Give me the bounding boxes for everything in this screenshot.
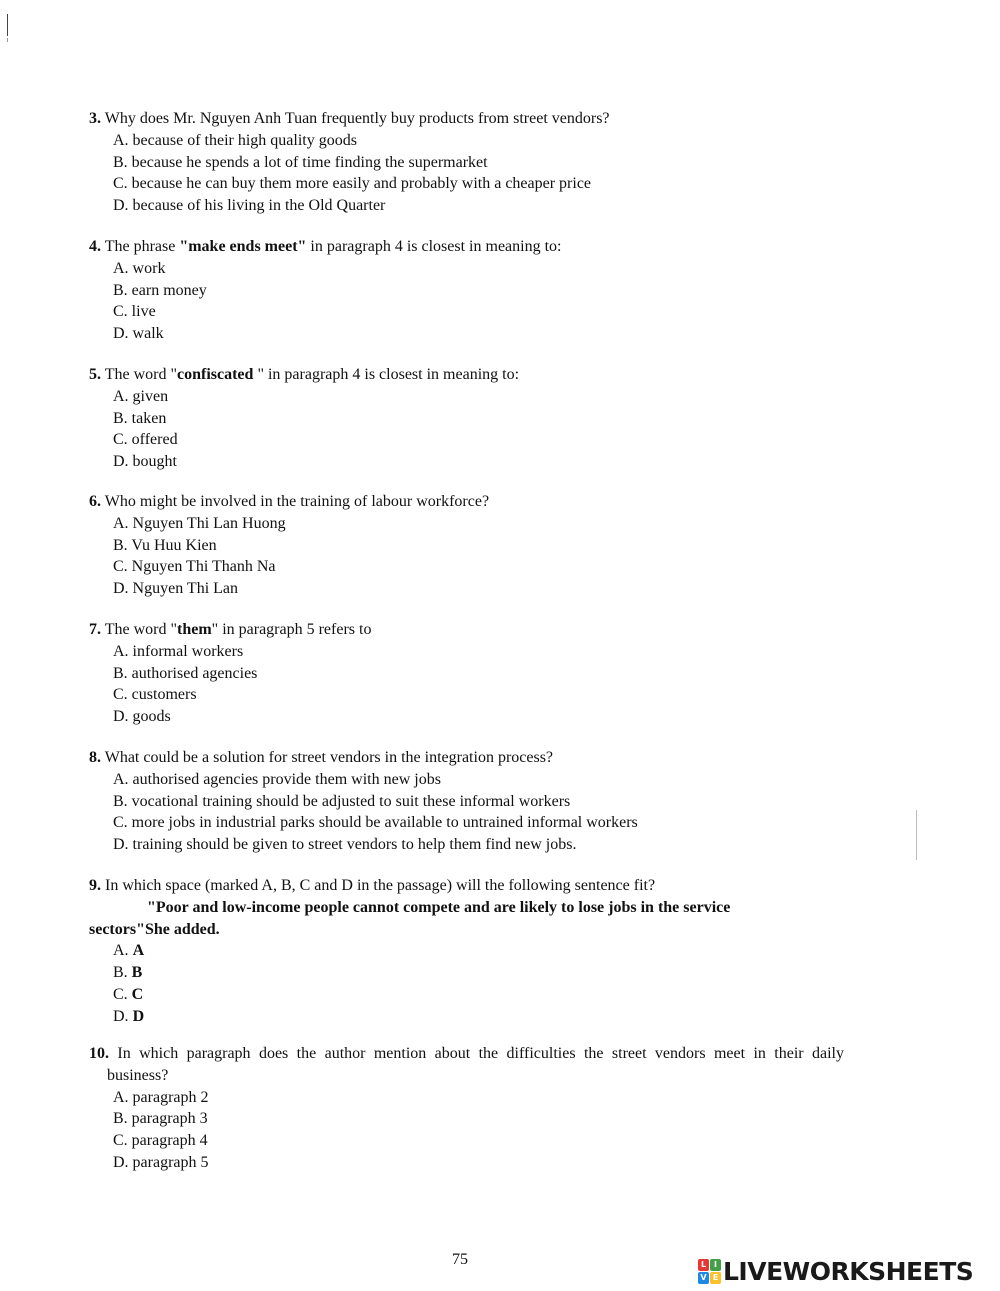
- option-c[interactable]: C. more jobs in industrial parks should be available to untrained informal workers: [113, 814, 638, 832]
- option-d[interactable]: D. bought: [113, 453, 177, 471]
- option-a[interactable]: A. informal workers: [113, 642, 244, 660]
- option-d[interactable]: D. walk: [113, 325, 164, 343]
- option-a[interactable]: A. authorised agencies provide them with new jobs: [113, 770, 441, 788]
- option-a[interactable]: A. A: [113, 942, 145, 960]
- question-stem: 8. What could be a solution for street vendors in the integration process?: [89, 749, 554, 766]
- options-list: [89, 1087, 859, 1174]
- question-8: [89, 747, 859, 856]
- option-d[interactable]: D. goods: [113, 708, 171, 726]
- question-5: [89, 364, 859, 473]
- option-d[interactable]: D. paragraph 5: [113, 1153, 209, 1171]
- question-stem: 6. Who might be involved in the training of labour workforce?: [89, 493, 490, 510]
- question-stem: 4. The phrase "make ends meet" in paragraph 4 is closest in meaning to:: [89, 238, 562, 255]
- option-c[interactable]: C. because he can buy them more easily and probably with a cheaper price: [113, 175, 592, 193]
- question-stem-continued: business?: [107, 1066, 169, 1084]
- question-9: [89, 875, 859, 1028]
- page-number: 75: [452, 1251, 468, 1268]
- option-b[interactable]: B. because he spends a lot of time finding the supermarket: [113, 153, 488, 171]
- options-list: [89, 940, 859, 1027]
- option-b[interactable]: B. authorised agencies: [113, 664, 258, 682]
- options-list: [89, 386, 859, 473]
- option-b[interactable]: B. Vu Huu Kien: [113, 536, 217, 554]
- options-list: [89, 641, 859, 728]
- quoted-sentence: "Poor and low-income people cannot compete and are likely to lose jobs in the service: [147, 898, 731, 916]
- question-stem: 3. Why does Mr. Nguyen Anh Tuan frequently buy products from street vendors?: [89, 110, 610, 127]
- option-a[interactable]: A. given: [113, 387, 169, 405]
- option-c[interactable]: C. customers: [113, 686, 197, 704]
- scan-edge-mark: [7, 14, 8, 36]
- option-c[interactable]: C. C: [113, 985, 144, 1003]
- options-list: [89, 130, 859, 217]
- question-7: [89, 619, 859, 728]
- question-stem: 7. The word "them" in paragraph 5 refers to: [89, 621, 372, 638]
- option-d[interactable]: D. Nguyen Thi Lan: [113, 580, 239, 598]
- question-4: [89, 236, 859, 345]
- scan-edge-mark: [7, 38, 8, 42]
- liveworksheets-logo-icon: [698, 1259, 720, 1283]
- option-d[interactable]: D. training should be given to street vendors to help them find new jobs.: [113, 836, 577, 854]
- options-list: [89, 769, 859, 856]
- option-a[interactable]: A. paragraph 2: [113, 1088, 209, 1106]
- logo-cell: E: [710, 1272, 721, 1284]
- option-c[interactable]: C. paragraph 4: [113, 1132, 208, 1150]
- option-c[interactable]: C. Nguyen Thi Thanh Na: [113, 558, 276, 576]
- question-stem: 9. In which space (marked A, B, C and D in the passage) will the following sentence fit?: [89, 877, 656, 894]
- option-b[interactable]: B. B: [113, 964, 143, 982]
- options-list: [89, 513, 859, 600]
- question-stem: 5. The word "confiscated " in paragraph 4 is closest in meaning to:: [89, 366, 520, 383]
- scan-speck: [916, 810, 917, 860]
- logo-cell: L: [698, 1259, 709, 1271]
- logo-cell: V: [698, 1272, 709, 1284]
- quoted-sentence-continued: sectors"She added.: [89, 920, 220, 938]
- option-b[interactable]: B. earn money: [113, 281, 207, 299]
- question-10: [89, 1043, 859, 1174]
- logo-cell: I: [710, 1259, 721, 1271]
- option-a[interactable]: A. because of their high quality goods: [113, 131, 357, 149]
- option-d[interactable]: D. D: [113, 1007, 145, 1025]
- liveworksheets-brand: [698, 1255, 973, 1287]
- option-b[interactable]: B. vocational training should be adjusted to suit these informal workers: [113, 792, 571, 810]
- option-c[interactable]: C. live: [113, 303, 156, 321]
- options-list: [89, 258, 859, 345]
- option-a[interactable]: A. Nguyen Thi Lan Huong: [113, 514, 286, 532]
- question-6: [89, 491, 859, 600]
- option-d[interactable]: D. because of his living in the Old Quarter: [113, 197, 386, 215]
- option-c[interactable]: C. offered: [113, 431, 178, 449]
- option-b[interactable]: B. taken: [113, 409, 167, 427]
- question-stem: 10. In which paragraph does the author mention about the difficulties the street vendors meet in their daily: [89, 1045, 844, 1062]
- brand-name: LIVEWORKSHEETS: [723, 1256, 974, 1286]
- option-a[interactable]: A. work: [113, 259, 166, 277]
- option-b[interactable]: B. paragraph 3: [113, 1110, 208, 1128]
- question-3: [89, 108, 859, 217]
